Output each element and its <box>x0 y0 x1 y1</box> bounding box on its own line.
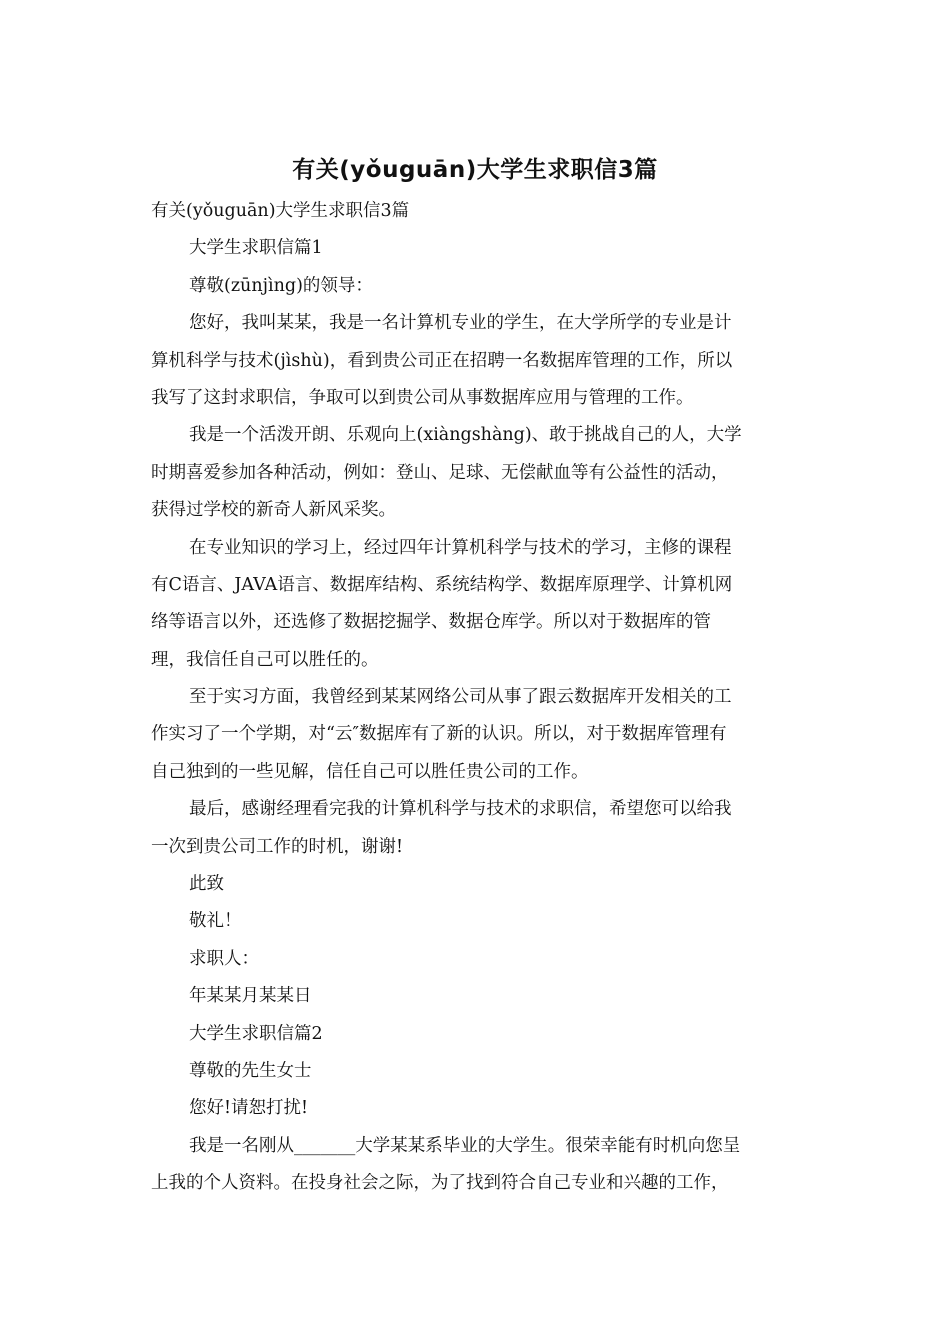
body-line: 在专业知识的学习上，经过四年计算机科学与技术的学习，主修的课程 <box>189 537 732 558</box>
body-line: 求职人： <box>189 948 259 969</box>
body-line: 至于实习方面，我曾经到某某网络公司从事了跟云数据库开发相关的工 <box>189 687 732 708</box>
body-line: 上我的个人资料。在投身社会之际，为了找到符合自己专业和兴趣的工作， <box>151 1173 729 1194</box>
body-line: 您好!请恕打扰! <box>189 1098 309 1119</box>
body-line: 作实习了一个学期，对“云″数据库有了新的认识。所以，对于数据库管理有 <box>151 724 727 745</box>
document-body <box>151 193 796 1203</box>
body-line: 尊敬的先生女士 <box>189 1060 312 1081</box>
body-line: 我写了这封求职信，争取可以到贵公司从事数据库应用与管理的工作。 <box>151 387 694 408</box>
body-line: 我是一名刚从_______大学某某系毕业的大学生。很荣幸能有时机向您呈 <box>189 1135 741 1156</box>
body-line: 大学生求职信篇1 <box>189 238 323 259</box>
body-line: 此致 <box>189 874 224 895</box>
body-line: 一次到贵公司工作的时机，谢谢! <box>151 836 404 857</box>
document-title: 有关(yǒuguān)大学生求职信3篇 <box>292 157 658 183</box>
body-line: 时期喜爱参加各种活动，例如：登山、足球、无偿献血等有公益性的活动， <box>151 462 729 483</box>
body-line: 您好，我叫某某，我是一名计算机专业的学生，在大学所学的专业是计 <box>189 313 732 334</box>
body-line: 有C语言、JAVA语言、数据库结构、系统结构学、数据库原理学、计算机网 <box>151 574 733 595</box>
body-line: 敬礼！ <box>189 911 242 932</box>
body-line: 尊敬(zūnjìng)的领导： <box>189 275 373 296</box>
body-line: 理，我信任自己可以胜任的。 <box>151 649 379 670</box>
body-line: 大学生求职信篇2 <box>189 1023 323 1044</box>
body-line: 我是一个活泼开朗、乐观向上(xiàngshàng)、敢于挑战自己的人，大学 <box>189 425 742 446</box>
body-line: 算机科学与技术(jìshù)，看到贵公司正在招聘一名数据库管理的工作，所以 <box>151 350 733 371</box>
body-line: 获得过学校的新奇人新风采奖。 <box>151 500 396 521</box>
body-line: 自己独到的一些见解，信任自己可以胜任贵公司的工作。 <box>151 761 589 782</box>
body-line: 最后，感谢经理看完我的计算机科学与技术的求职信，希望您可以给我 <box>189 799 732 820</box>
body-line: 络等语言以外，还选修了数据挖掘学、数据仓库学。所以对于数据库的管 <box>151 612 711 633</box>
body-line: 年某某月某某日 <box>189 986 312 1007</box>
body-line: 有关(yǒuguān)大学生求职信3篇 <box>151 201 410 221</box>
